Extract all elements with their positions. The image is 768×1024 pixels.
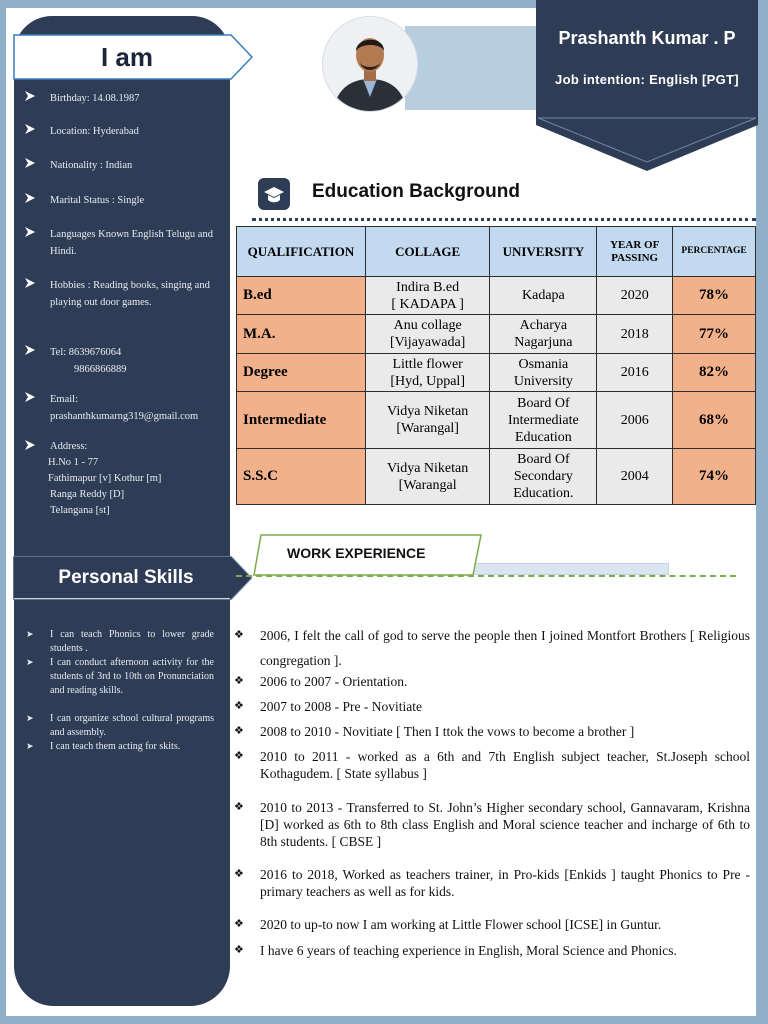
work-item: ❖ 2010 to 2013 - Transferred to St. John’s Higher secondary school, Gannavaram, Krishna [D] worked as 6th to 8th class English and Moral science teacher and incharge of 6th to 8th students. [ CBSE ] [234, 800, 750, 849]
work-item: ❖ 2016 to 2018, Worked as teachers trainer, in Pro-kids [Enkids ] taught Phonics to Pre - primary teachers as well as for kids. [234, 867, 750, 899]
work-item: ❖ 2006, I felt the call of god to serve the people then I joined Montfort Brothers [ Religious congregation ]. [234, 623, 750, 673]
email-value[interactable]: prashanthkumarng319@gmail.com [50, 411, 199, 422]
avatar-icon [323, 17, 417, 111]
arrow-bullet-icon [24, 123, 36, 135]
diamond-bullet-icon: ❖ [234, 944, 244, 956]
skill-item: ➤ I can teach them acting for skits. [26, 741, 181, 752]
work-item: ❖ I have 6 years of teaching experience in English, Moral Science and Phonics. [234, 943, 677, 958]
header-qualification: QUALIFICATION [237, 227, 366, 277]
table-row: S.S.C Vidya Niketan [Warangal Board Of Secondary Education. 2004 74% [237, 449, 756, 505]
skills-divider [14, 598, 230, 599]
work-divider [236, 575, 736, 577]
arrow-bullet-icon [24, 90, 36, 102]
arrow-bullet-icon [24, 391, 36, 403]
arrow-bullet-icon [24, 439, 36, 451]
header-accent-bar [405, 26, 545, 110]
profile-photo [322, 16, 418, 112]
work-item: ❖ 2007 to 2008 - Pre - Novitiate [234, 699, 422, 714]
table-row: M.A. Anu collage [Vijayawada] Acharya Nagarjuna 2018 77% [237, 315, 756, 354]
skill-item: ➤ I can conduct afternoon activity for the students of 3rd to 10th on Pronunciation and reading skills. [26, 657, 214, 696]
education-divider [252, 218, 756, 221]
work-accent-bar [472, 563, 669, 575]
diamond-bullet-icon: ❖ [234, 868, 244, 880]
diamond-bullet-icon: ❖ [234, 700, 244, 712]
arrow-bullet-icon [24, 157, 36, 169]
arrow-bullet-icon [24, 344, 36, 356]
diamond-bullet-icon: ❖ [234, 801, 244, 813]
arrow-bullet-icon: ➤ [26, 657, 34, 667]
diamond-bullet-icon: ❖ [234, 675, 244, 687]
work-item: ❖ 2008 to 2010 - Novitiate [ Then I ttok the vows to become a brother ] [234, 724, 635, 739]
work-item: ❖ 2020 to up-to now I am working at Little Flower school [ICSE] in Guntur. [234, 917, 662, 932]
diamond-bullet-icon: ❖ [234, 629, 244, 641]
header-university: UNIVERSITY [490, 227, 597, 277]
work-item: ❖ 2006 to 2007 - Orientation. [234, 674, 408, 689]
header-college: COLLAGE [365, 227, 490, 277]
graduation-cap-icon [258, 178, 290, 210]
table-row: B.ed Indira B.ed [ KADAPA ] Kadapa 2020 78% [237, 277, 756, 315]
work-title: WORK EXPERIENCE [287, 545, 426, 561]
skills-banner [13, 556, 253, 600]
table-row: Intermediate Vidya Niketan [Warangal] Board Of Intermediate Education 2006 68% [237, 392, 756, 449]
title-banner [13, 34, 253, 80]
skills-title: Personal Skills [58, 567, 194, 588]
skill-item: ➤ I can teach Phonics to lower grade students . [26, 629, 214, 654]
arrow-bullet-icon: ➤ [26, 713, 34, 723]
diamond-bullet-icon: ❖ [234, 918, 244, 930]
arrow-bullet-icon: ➤ [26, 629, 34, 639]
applicant-name: Prashanth Kumar . P [558, 28, 736, 48]
header-percentage: PERCENTAGE [673, 227, 756, 277]
arrow-bullet-icon [24, 277, 36, 289]
job-intention: Job intention: English [PGT] [555, 72, 739, 87]
education-title: Education Background [312, 181, 520, 202]
sidebar-title: I am [100, 42, 154, 72]
arrow-bullet-icon [24, 192, 36, 204]
education-table [236, 226, 756, 505]
arrow-bullet-icon: ➤ [26, 741, 34, 751]
skill-item: ➤ I can organize school cultural programs and assembly. [26, 713, 214, 738]
arrow-bullet-icon [24, 226, 36, 238]
table-row: Degree Little flower [Hyd, Uppal] Osmania University 2016 82% [237, 354, 756, 392]
diamond-bullet-icon: ❖ [234, 725, 244, 737]
header-year: YEAR OF PASSING [597, 227, 673, 277]
diamond-bullet-icon: ❖ [234, 750, 244, 762]
table-header-row [237, 227, 756, 277]
work-item: ❖ 2010 to 2011 - worked as a 6th and 7th English subject teacher, St.Joseph school Kothagudem. [ State syllabus ] [234, 749, 750, 781]
